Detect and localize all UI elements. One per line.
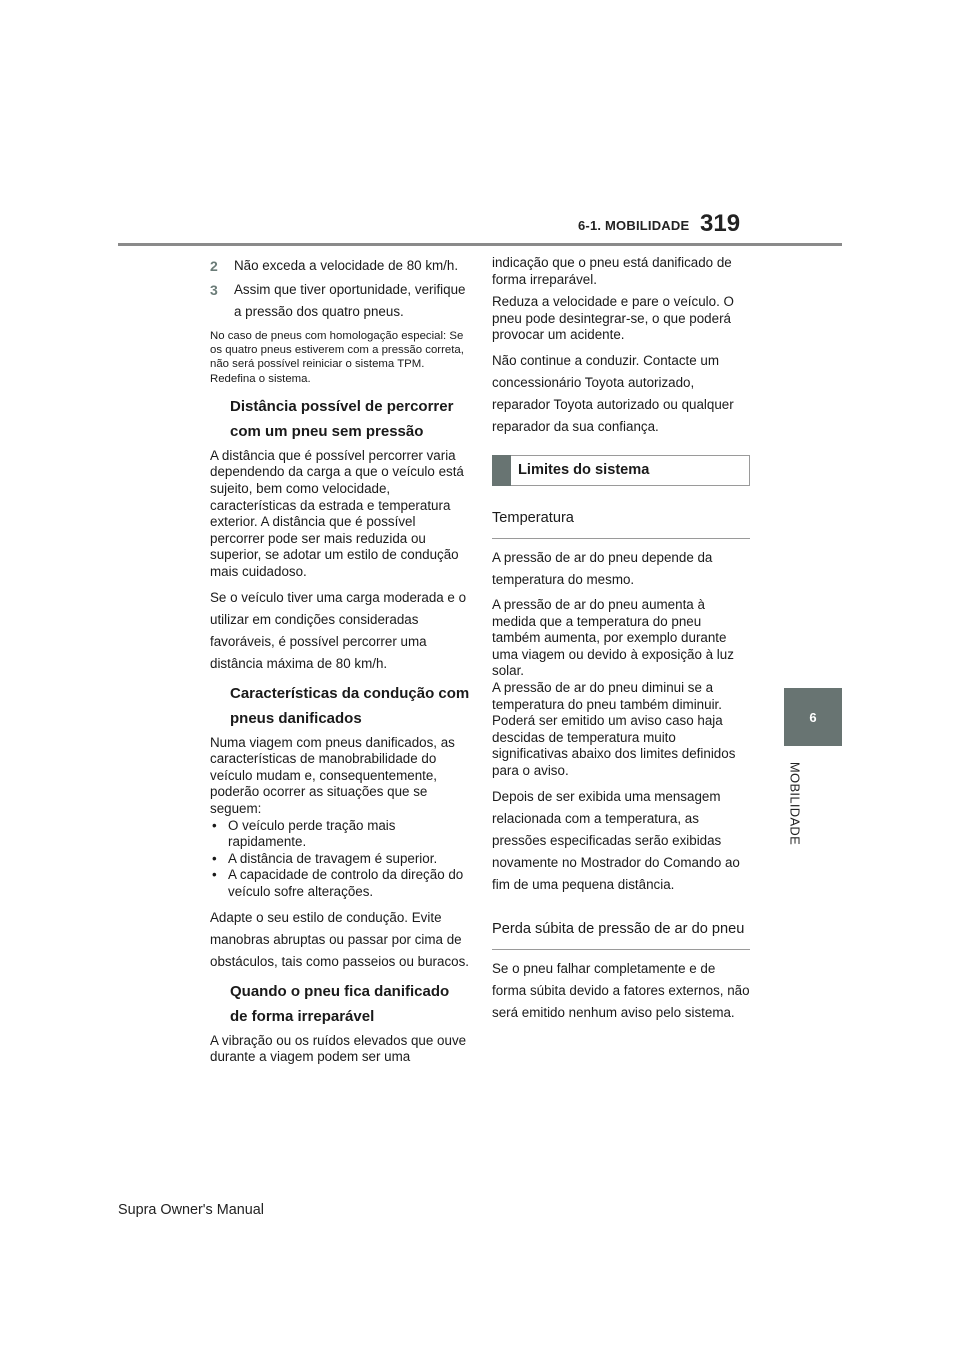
distance-heading: Distância possível de percorrer com um pneu sem pressão bbox=[230, 397, 454, 440]
left-column bbox=[210, 255, 470, 1066]
paragraph: Se o pneu falhar completamente e de forma súbita devido a fatores externos, não será emitido nenhum aviso pelo sistema. bbox=[492, 960, 750, 1020]
paragraph: A vibração ou os ruídos elevados que ouve durante a viagem podem ser uma bbox=[210, 1032, 467, 1065]
homologation-note: No caso de pneus com homologação especial: Se os quatro pneus estiverem com a pressão correta, não será possível reiniciar o sistema TPM. Redefina o sistema. bbox=[210, 330, 464, 385]
list-item: • A capacidade de controlo da direção do veículo sofre alterações. bbox=[210, 867, 470, 900]
chapter-number: 6 bbox=[809, 709, 817, 725]
step-number: 2 bbox=[210, 258, 218, 274]
page-number: 319 bbox=[700, 210, 741, 237]
chapter-tab bbox=[784, 688, 842, 746]
paragraph: Poderá ser emitido um aviso caso haja descidas de temperatura muito significativas abaixo dos limites definidos para o aviso. bbox=[492, 713, 736, 778]
step-2 bbox=[210, 255, 470, 277]
damaged-heading: Quando o pneu fica danificado de forma irreparável bbox=[230, 982, 450, 1025]
paragraph: A pressão de ar do pneu diminui se a temperatura do pneu também diminuir. bbox=[492, 679, 722, 712]
paragraph: Não continue a conduzir. Contacte um concessionário Toyota autorizado, reparador Toyota autorizado ou qualquer reparador da sua confiança. bbox=[492, 352, 734, 434]
section-marker bbox=[492, 455, 511, 486]
sudden-loss-title: Perda súbita de pressão de ar do pneu bbox=[492, 910, 750, 950]
paragraph: Depois de ser exibida uma mensagem relacionada com a temperatura, as pressões especificadas serão exibidas novamente no Mostrador do Comando ao fim de uma pequena distância. bbox=[492, 788, 740, 892]
chapter-label-vertical bbox=[787, 756, 803, 854]
driving-heading: Características da condução com pneus danificados bbox=[230, 684, 470, 727]
paragraph: Se o veículo tiver uma carga moderada e o utilizar em condições consideradas favoráveis, é possível percorrer uma distância máxima de 80 km/h. bbox=[210, 589, 467, 671]
step-number: 3 bbox=[210, 282, 218, 298]
limits-heading: Limites do sistema bbox=[518, 462, 650, 479]
paragraph: A pressão de ar do pneu aumenta à medida que a temperatura do pneu também aumenta, por exemplo durante uma viagem ou devido à exposição à luz solar. bbox=[492, 596, 734, 679]
bullet-list bbox=[210, 818, 470, 901]
chapter-label: MOBILIDADE bbox=[787, 761, 803, 846]
step-3 bbox=[210, 279, 470, 323]
right-column bbox=[492, 255, 750, 1024]
section-title: 6-1. MOBILIDADE bbox=[578, 218, 690, 233]
footer-text: Supra Owner's Manual bbox=[118, 1202, 264, 1218]
list-item: • A distância de travagem é superior. bbox=[210, 851, 470, 868]
paragraph: Numa viagem com pneus danificados, as características de manobrabilidade do veículo mudam e, consequentemente, poderão ocorrer as situações que se seguem: bbox=[210, 734, 455, 816]
limits-section-header bbox=[492, 455, 750, 486]
paragraph: indicação que o pneu está danificado de forma irreparável. bbox=[492, 255, 732, 287]
step-text: Assim que tiver oportunidade, verifique a pressão dos quatro pneus. bbox=[234, 282, 466, 319]
paragraph: A distância que é possível percorrer varia dependendo da carga a que o veículo está sujeito, bem como velocidade, características da estrada e temperatura exterior. A distância que é possível percorrer pode ser mais reduzida ou superior, se adotar um estilo de condução mais cuidadoso. bbox=[210, 447, 464, 579]
temperature-title: Temperatura bbox=[492, 499, 750, 539]
list-item: • O veículo perde tração mais rapidamente. bbox=[210, 818, 470, 851]
paragraph: Adapte o seu estilo de condução. Evite manobras abruptas ou passar por cima de obstáculos, tais como passeios ou buracos. bbox=[210, 909, 470, 969]
paragraph: Reduza a velocidade e pare o veículo. O pneu pode desintegrar-se, o que poderá provocar um acidente. bbox=[492, 294, 734, 343]
step-text: Não exceda a velocidade de 80 km/h. bbox=[234, 258, 459, 273]
paragraph: A pressão de ar do pneu depende da temperatura do mesmo. bbox=[492, 549, 713, 587]
header-divider bbox=[118, 243, 842, 246]
